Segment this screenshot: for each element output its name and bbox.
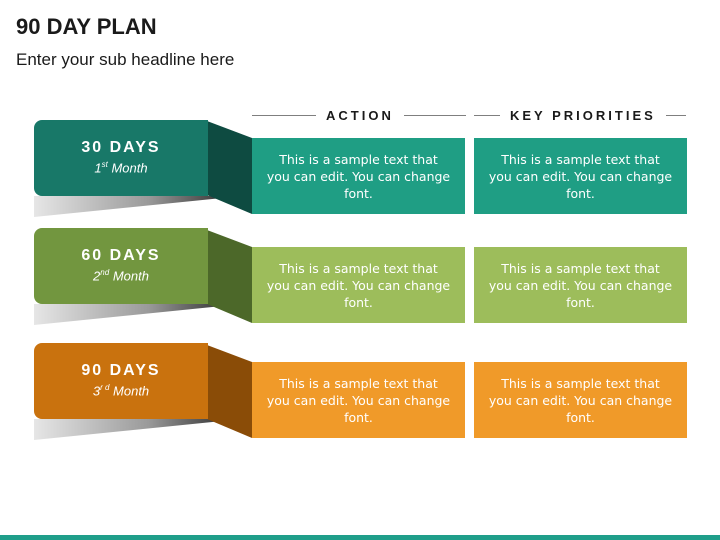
row-tab	[34, 228, 208, 304]
row-fold	[207, 228, 252, 323]
key-priorities-column-header	[474, 107, 686, 123]
days-label: 90 DAYS	[81, 362, 161, 379]
days-label: 60 DAYS	[81, 247, 161, 264]
priority-box: This is a sample text that you can edit. You can change font.	[474, 138, 687, 214]
fold-shape	[207, 230, 252, 323]
days-label: 30 DAYS	[81, 139, 161, 156]
page-subtitle: Enter your sub headline here	[16, 50, 235, 69]
row-tab	[34, 120, 208, 196]
bottom-accent-bar	[0, 535, 720, 540]
action-label: ACTION	[326, 107, 394, 123]
action-box: This is a sample text that you can edit. You can change font.	[252, 138, 465, 214]
fold-shape	[207, 121, 252, 214]
page-title: 90 DAY PLAN	[16, 14, 157, 39]
priority-box: This is a sample text that you can edit. You can change font.	[474, 247, 687, 323]
month-label: $3^{r d}$ Month	[92, 383, 150, 399]
key-priorities-label: KEY PRIORITIES	[510, 107, 656, 123]
month-label: 2nd Month	[93, 268, 149, 284]
row-tab	[34, 343, 208, 419]
row-fold	[207, 119, 252, 214]
month-label: 1st Month	[94, 160, 148, 176]
action-box: This is a sample text that you can edit. You can change font.	[252, 247, 465, 323]
fold-shape	[207, 345, 252, 438]
row-fold	[207, 343, 252, 438]
action-box: This is a sample text that you can edit. You can change font.	[252, 362, 465, 438]
priority-box: This is a sample text that you can edit. You can change font.	[474, 362, 687, 438]
